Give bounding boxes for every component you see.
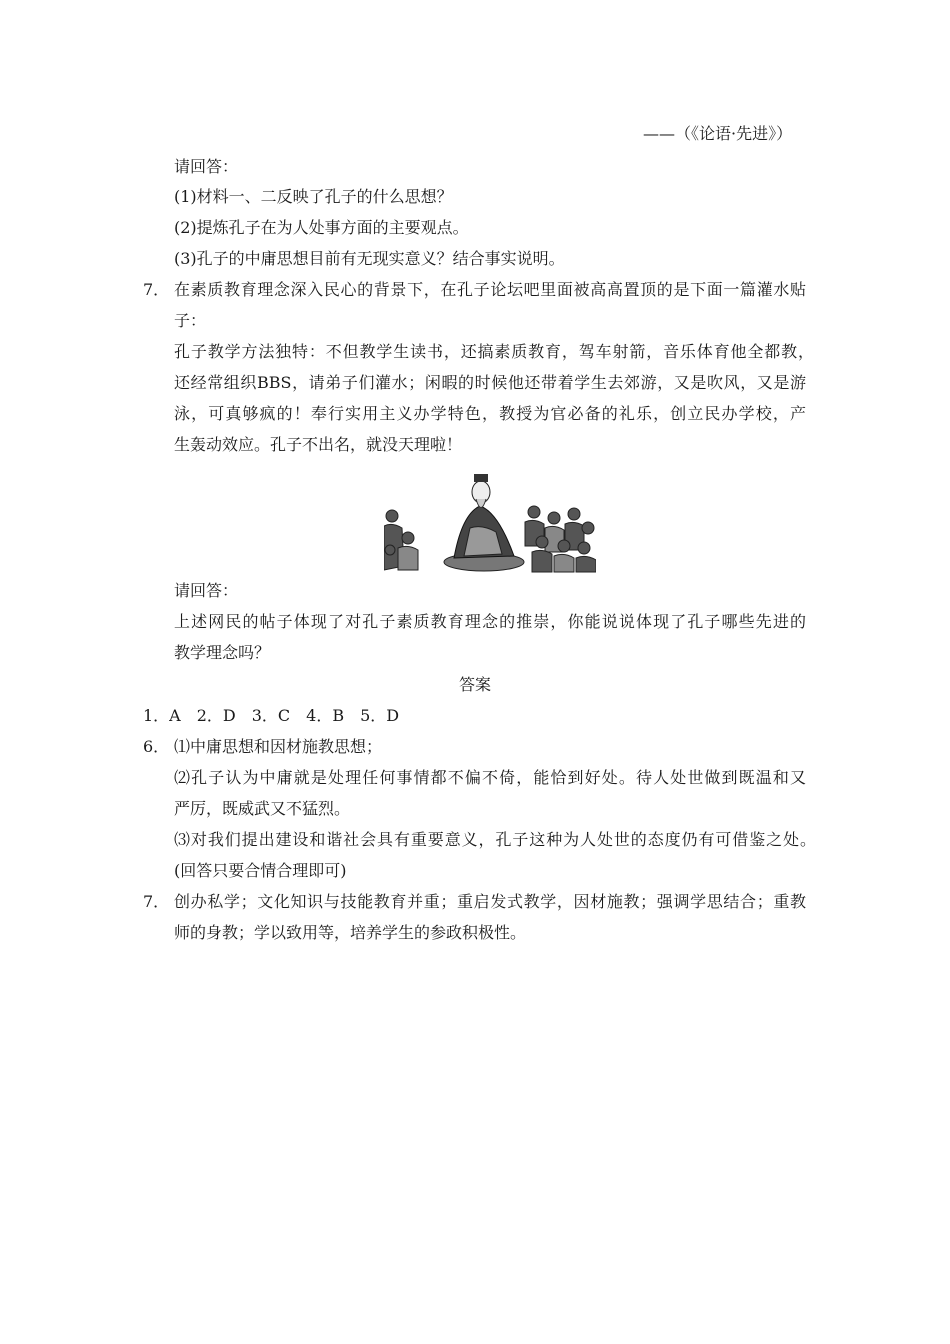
q6-item-2: (2)提炼孔子在为人处事方面的主要观点。 <box>174 218 469 237</box>
a7-line-2: 师的身教；学以致用等，培养学生的参政积极性。 <box>174 923 527 942</box>
q6-prompt: 请回答： <box>174 157 239 176</box>
a7-number: 7． <box>143 892 170 911</box>
a6-line-3: 严厉，既威武又不猛烈。 <box>174 799 351 818</box>
a6-line-4: ⑶对我们提出建设和谐社会具有重要意义，孔子这种为人处世的态度仍有可借鉴之处。 <box>174 830 816 849</box>
answers-heading: 答案 <box>458 675 491 694</box>
answers-line-1: 1．A 2．D 3．C 4．B 5．D <box>143 706 400 725</box>
q7-line-5: 泳，可真够疯的！奉行实用主义办学特色，教授为官必备的礼乐，创立民办学校，产 <box>174 404 806 423</box>
q7-line-4: 还经常组织BBS，请弟子们灌水；闲暇的时候他还带着学生去郊游，又是吹风，又是游 <box>174 373 806 392</box>
a6-line-5: (回答只要合情合理即可) <box>174 861 347 880</box>
q7-line-6: 生轰动效应。孔子不出名，就没天理啦！ <box>174 435 463 454</box>
q7-question-line-2: 教学理念吗？ <box>174 643 271 662</box>
q7-line-1: 在素质教育理念深入民心的背景下，在孔子论坛吧里面被高高置顶的是下面一篇灌水贴 <box>174 280 806 299</box>
a6-line-2: ⑵孔子认为中庸就是处理任何事情都不偏不倚，能恰到好处。待人处世做到既温和又 <box>174 768 806 787</box>
q7-question-line-1: 上述网民的帖子体现了对孔子素质教育理念的推崇，你能说说体现了孔子哪些先进的 <box>174 612 806 631</box>
q6-item-3: (3)孔子的中庸思想目前有无现实意义？结合事实说明。 <box>174 249 565 268</box>
a6-line-1: ⑴中庸思想和因材施教思想； <box>174 737 383 756</box>
q7-number: 7． <box>143 280 170 299</box>
a7-line-1: 创办私学；文化知识与技能教育并重；重启发式教学，因材施教；强调学思结合；重教 <box>174 892 806 911</box>
q7-line-3: 孔子教学方法独特：不但教学生读书，还搞素质教育，驾车射箭，音乐体育他全都教， <box>174 342 814 361</box>
q6-item-1: (1)材料一、二反映了孔子的什么思想？ <box>174 187 453 206</box>
confucius-teaching-illustration <box>384 466 596 574</box>
a6-number: 6． <box>143 737 170 756</box>
q7-prompt: 请回答： <box>174 581 239 600</box>
q7-line-2: 子： <box>174 311 207 330</box>
source-citation: ——（《论语·先进》） <box>643 124 793 143</box>
